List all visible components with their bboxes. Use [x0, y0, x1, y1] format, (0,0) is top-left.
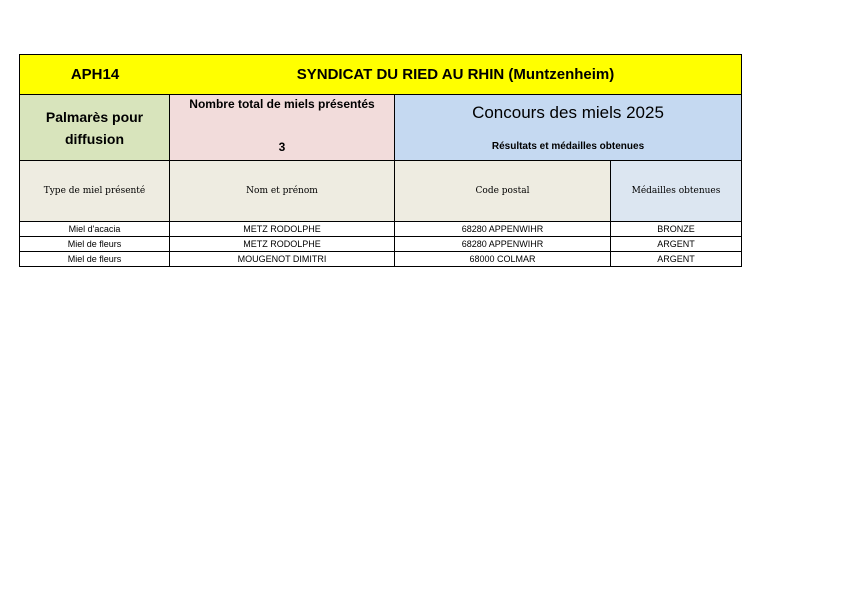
syndicate-title: SYNDICAT DU RIED AU RHIN (Muntzenheim): [170, 55, 742, 95]
contest-title: Concours des miels 2025: [472, 103, 664, 122]
total-label: Nombre total de miels présentés: [189, 97, 375, 111]
column-header-postal: Code postal: [395, 161, 611, 222]
postal-cell: 68280 APPENWIHR: [395, 222, 611, 237]
table-row: [20, 237, 742, 252]
name-cell: METZ RODOLPHE: [170, 222, 395, 237]
total-value: 3: [278, 140, 286, 154]
column-header-row: [20, 161, 742, 222]
column-header-name: Nom et prénom: [170, 161, 395, 222]
info-row: [20, 95, 742, 161]
name-cell: METZ RODOLPHE: [170, 237, 395, 252]
palmares-line-1: Palmarès pour: [45, 108, 144, 125]
column-header-type: Type de miel présenté: [20, 161, 170, 222]
association-code: APH14: [20, 55, 170, 95]
honey-type-cell: Miel de fleurs: [20, 237, 170, 252]
contest-subtitle: Résultats et médailles obtenues: [491, 141, 645, 152]
contest-cell: [395, 95, 742, 161]
medal-cell: ARGENT: [611, 252, 742, 267]
medal-cell: BRONZE: [611, 222, 742, 237]
results-sheet: [19, 54, 742, 267]
header-banner: [20, 55, 742, 95]
postal-cell: 68280 APPENWIHR: [395, 237, 611, 252]
honey-type-cell: Miel de fleurs: [20, 252, 170, 267]
medal-cell: ARGENT: [611, 237, 742, 252]
total-cell: [170, 95, 395, 161]
column-header-medal: Médailles obtenues: [611, 161, 742, 222]
honey-type-cell: Miel d'acacia: [20, 222, 170, 237]
table-row: [20, 222, 742, 237]
palmares-line-2: diffusion: [64, 130, 125, 147]
name-cell: MOUGENOT DIMITRI: [170, 252, 395, 267]
palmares-cell: [20, 95, 170, 161]
table-row: [20, 252, 742, 267]
postal-cell: 68000 COLMAR: [395, 252, 611, 267]
